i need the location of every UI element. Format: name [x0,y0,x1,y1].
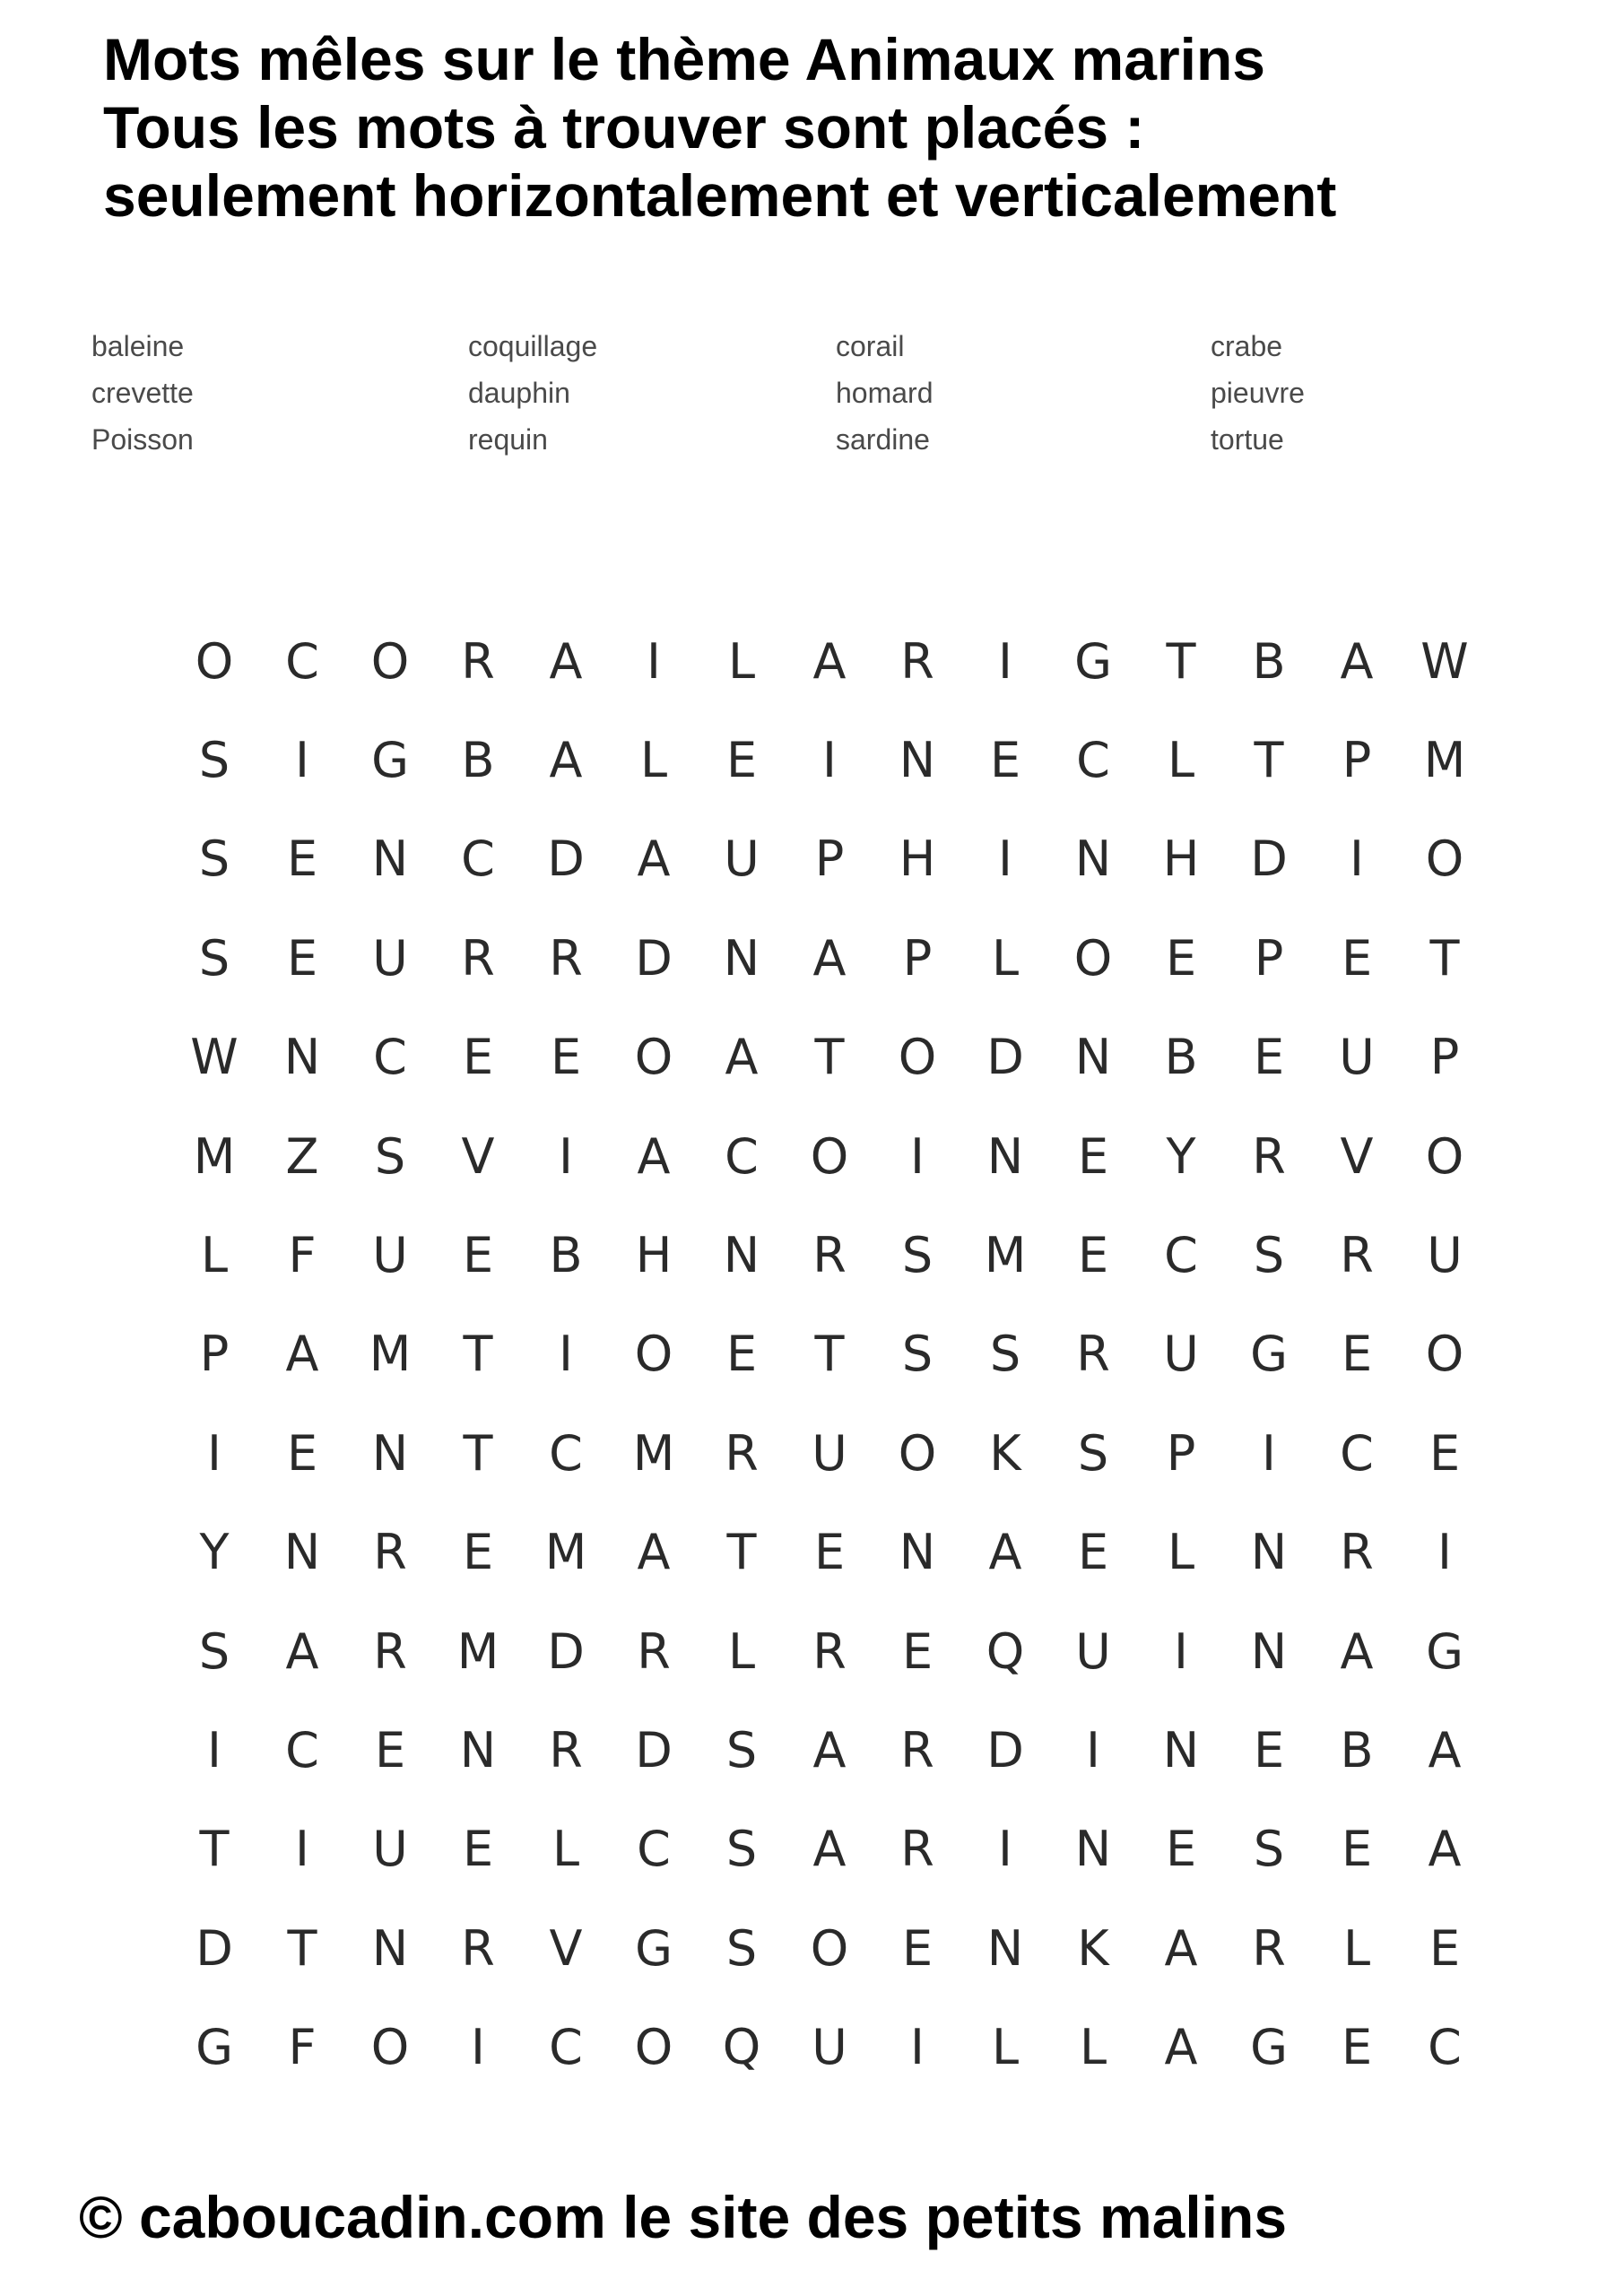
grid-letter[interactable]: L [991,2019,1020,2076]
grid-letter[interactable]: E [462,1029,494,1086]
grid-letter[interactable]: U [372,1821,408,1878]
grid-letter[interactable]: A [812,1721,847,1779]
grid-letter[interactable]: C [549,1424,583,1482]
grid-letter[interactable]: G [1426,1622,1463,1680]
grid-letter[interactable]: B [1164,1029,1198,1086]
grid-letter[interactable]: M [984,1227,1027,1284]
grid-letter[interactable]: E [813,1524,846,1581]
grid-letter[interactable]: I [1350,831,1364,888]
grid-letter[interactable]: V [549,1919,583,1977]
grid-letter[interactable]: O [1073,929,1113,987]
grid-letter[interactable]: P [1166,1424,1196,1482]
instructions-line-1: Tous les mots à trouver sont placés : [103,94,1145,161]
grid-letter[interactable]: E [462,1524,494,1581]
grid-letter[interactable]: M [544,1524,587,1581]
grid-letter[interactable]: M [632,1424,675,1482]
grid-letter[interactable]: R [1076,1326,1110,1383]
grid-letter[interactable]: H [899,831,936,888]
grid-letter[interactable]: C [285,1721,319,1779]
grid-letter[interactable]: D [195,1919,233,1977]
grid-letter[interactable]: N [1250,1524,1288,1581]
grid-letter[interactable]: S [374,1127,406,1185]
grid-letter[interactable]: C [373,1029,407,1086]
grid-letter[interactable]: P [1429,1029,1460,1086]
grid-letter[interactable]: C [1076,732,1110,789]
grid-letter[interactable]: O [810,1919,849,1977]
grid-letter[interactable]: R [373,1622,407,1680]
grid-letter[interactable]: S [198,1622,230,1680]
grid-letter[interactable]: I [998,632,1012,690]
grid-letter[interactable]: C [461,831,495,888]
grid-letter[interactable]: N [283,1524,321,1581]
grid-letter[interactable]: E [462,1821,494,1878]
grid-letter[interactable]: P [902,929,933,987]
grid-letter[interactable]: O [634,2019,673,2076]
grid-letter[interactable]: W [1420,632,1469,690]
grid-letter[interactable]: T [814,1326,845,1383]
grid-letter[interactable]: I [1262,1424,1276,1482]
grid-letter[interactable]: G [1074,632,1112,690]
grid-letter[interactable]: T [463,1424,493,1482]
grid-letter[interactable]: L [551,1821,580,1878]
grid-letter[interactable]: U [812,2019,847,2076]
grid-letter[interactable]: N [1074,1029,1112,1086]
grid-letter[interactable]: O [634,1326,673,1383]
word-item: baleine [91,330,185,362]
grid-letter[interactable]: U [724,831,760,888]
letter-grid [170,612,1489,2097]
word-list-column [91,323,194,463]
grid-letter[interactable]: O [370,2019,410,2076]
grid-letter[interactable]: R [549,1721,583,1779]
grid-letter[interactable]: D [1250,831,1288,888]
grid-letter[interactable]: K [989,1424,1021,1482]
grid-letter[interactable]: U [1427,1227,1463,1284]
grid-letter[interactable]: H [635,1227,673,1284]
grid-letter[interactable]: N [899,732,936,789]
grid-letter[interactable]: S [1077,1424,1109,1482]
grid-letter[interactable]: R [1252,1919,1286,1977]
grid-letter[interactable]: Z [285,1127,319,1185]
grid-letter[interactable]: N [723,1227,760,1284]
grid-letter[interactable]: A [812,632,847,690]
grid-letter[interactable]: O [1425,831,1464,888]
grid-letter[interactable]: O [898,1029,937,1086]
grid-letter[interactable]: B [1252,632,1286,690]
grid-letter[interactable]: R [725,1424,759,1482]
grid-letter[interactable]: T [1429,929,1460,987]
grid-letter[interactable]: S [725,1821,758,1878]
page-header [103,25,1574,230]
grid-letter[interactable]: E [550,1029,582,1086]
grid-letter[interactable]: R [461,632,495,690]
grid-letter[interactable]: I [1174,1622,1188,1680]
word-item: homard [836,377,934,409]
grid-letter[interactable]: N [371,831,409,888]
grid-letter[interactable]: I [559,1127,573,1185]
grid-letter[interactable]: R [900,1821,934,1878]
word-item: coquillage [468,330,598,362]
grid-letter[interactable]: I [207,1721,221,1779]
grid-letter[interactable]: O [370,632,410,690]
grid-letter[interactable]: S [198,929,230,987]
grid-letter[interactable]: I [295,1821,309,1878]
grid-letter[interactable]: C [637,1821,671,1878]
grid-letter[interactable]: A [1340,1622,1374,1680]
word-item: pieuvre [1211,377,1305,409]
grid-letter[interactable]: N [986,1127,1024,1185]
grid-letter[interactable]: P [814,831,845,888]
grid-letter[interactable]: E [286,929,318,987]
word-item: sardine [836,423,930,456]
grid-letter[interactable]: R [549,929,583,987]
grid-letter[interactable]: R [900,632,934,690]
grid-letter[interactable]: C [1164,1227,1198,1284]
grid-letter[interactable]: E [989,732,1021,789]
grid-letter[interactable]: S [725,1721,758,1779]
word-item: Poisson [91,423,194,456]
grid-letter[interactable]: E [286,831,318,888]
grid-letter[interactable]: B [461,732,495,789]
word-list [91,323,1437,475]
grid-letter[interactable]: A [1340,632,1374,690]
word-item: corail [836,330,905,362]
grid-letter[interactable]: E [725,732,758,789]
grid-letter[interactable]: F [288,2019,317,2076]
grid-letter[interactable]: N [371,1424,409,1482]
grid-letter[interactable]: E [901,1919,934,1977]
grid-letter[interactable]: Q [986,1622,1025,1680]
grid-letter[interactable]: U [1075,1622,1111,1680]
grid-letter[interactable]: G [1250,1326,1288,1383]
grid-letter[interactable]: M [193,1127,236,1185]
grid-letter[interactable]: A [285,1622,319,1680]
word-list-column [836,323,934,463]
grid-letter[interactable]: A [988,1524,1022,1581]
grid-letter[interactable]: M [456,1622,499,1680]
grid-letter[interactable]: R [812,1227,847,1284]
grid-letter[interactable]: E [1077,1127,1109,1185]
grid-letter[interactable]: S [901,1227,934,1284]
grid-letter[interactable]: L [727,632,756,690]
grid-letter[interactable]: A [812,929,847,987]
grid-letter[interactable]: I [998,831,1012,888]
grid-letter[interactable]: N [986,1919,1024,1977]
grid-letter[interactable]: G [371,732,409,789]
grid-letter[interactable]: E [462,1227,494,1284]
grid-letter[interactable]: W [190,1029,239,1086]
grid-letter[interactable]: A [812,1821,847,1878]
grid-letter[interactable]: I [295,732,309,789]
grid-letter[interactable]: O [1425,1127,1464,1185]
grid-letter[interactable]: A [637,1524,671,1581]
grid-letter[interactable]: U [1339,1029,1375,1086]
grid-letter[interactable]: N [1074,1821,1112,1878]
grid-letter[interactable]: H [1162,831,1200,888]
page-title: Mots mêles sur le thème Animaux marins [103,26,1265,92]
grid-letter[interactable]: E [1341,2019,1373,2076]
word-item: dauphin [468,377,570,409]
grid-letter[interactable]: O [195,632,234,690]
grid-letter[interactable]: I [910,1127,925,1185]
word-item: crevette [91,377,194,409]
grid-letter[interactable]: L [727,1622,756,1680]
grid-letter[interactable]: S [1253,1227,1285,1284]
grid-letter[interactable]: E [1165,929,1197,987]
grid-letter[interactable]: D [635,1721,673,1779]
grid-letter[interactable]: E [286,1424,318,1482]
grid-letter[interactable]: G [635,1919,673,1977]
grid-letter[interactable]: T [287,1919,317,1977]
grid-letter[interactable]: E [374,1721,406,1779]
grid-letter[interactable]: U [1163,1326,1199,1383]
grid-letter[interactable]: U [372,929,408,987]
grid-letter[interactable]: C [1428,2019,1462,2076]
grid-letter[interactable]: O [634,1029,673,1086]
grid-letter[interactable]: A [1164,1919,1198,1977]
grid-letter[interactable]: E [1341,1326,1373,1383]
grid-letter[interactable]: I [1086,1721,1100,1779]
grid-letter[interactable]: I [471,2019,485,2076]
grid-letter[interactable]: P [1342,732,1372,789]
grid-letter[interactable]: O [810,1127,849,1185]
grid-letter[interactable]: S [989,1326,1021,1383]
grid-letter[interactable]: A [725,1029,759,1086]
grid-letter[interactable]: N [1250,1622,1288,1680]
grid-letter[interactable]: R [1252,1127,1286,1185]
word-item: tortue [1211,423,1284,456]
grid-letter[interactable]: T [199,1821,230,1878]
grid-letter[interactable]: R [900,1721,934,1779]
grid-letter[interactable]: N [371,1919,409,1977]
grid-letter[interactable]: I [910,2019,925,2076]
grid-letter[interactable]: L [1167,1524,1195,1581]
grid-letter[interactable]: G [1250,2019,1288,2076]
grid-letter[interactable]: U [372,1227,408,1284]
grid-letter[interactable]: E [1253,1721,1285,1779]
grid-letter[interactable]: A [1428,1721,1462,1779]
grid-letter[interactable]: L [1079,2019,1107,2076]
grid-letter[interactable]: P [199,1326,230,1383]
grid-letter[interactable]: E [1077,1227,1109,1284]
grid-letter[interactable]: M [1423,732,1466,789]
grid-letter[interactable]: L [1167,732,1195,789]
word-item: requin [468,423,548,456]
grid-letter[interactable]: C [725,1127,759,1185]
grid-letter[interactable]: S [901,1326,934,1383]
grid-letter[interactable]: S [198,732,230,789]
grid-letter[interactable]: P [1254,929,1284,987]
grid-letter[interactable]: K [1077,1919,1109,1977]
grid-letter[interactable]: F [288,1227,317,1284]
grid-letter[interactable]: C [1340,1424,1374,1482]
grid-letter[interactable]: I [559,1326,573,1383]
grid-letter[interactable]: E [725,1326,758,1383]
grid-letter[interactable]: T [726,1524,757,1581]
grid-letter[interactable]: L [200,1227,229,1284]
grid-letter[interactable]: Y [199,1524,230,1581]
grid-letter[interactable]: D [986,1029,1024,1086]
grid-letter[interactable]: N [1074,831,1112,888]
grid-letter[interactable]: A [549,632,583,690]
grid-letter[interactable]: N [1162,1721,1200,1779]
grid-letter[interactable]: G [195,2019,233,2076]
grid-letter[interactable]: E [901,1622,934,1680]
word-list-column [1211,323,1305,463]
grid-letter[interactable]: I [998,1821,1012,1878]
grid-letter[interactable]: D [986,1721,1024,1779]
grid-letter[interactable]: I [207,1424,221,1482]
grid-letter[interactable]: R [461,1919,495,1977]
grid-letter[interactable]: L [1342,1919,1371,1977]
grid-letter[interactable]: D [547,1622,585,1680]
grid-letter[interactable]: B [549,1227,583,1284]
grid-letter[interactable]: E [1429,1424,1461,1482]
grid-letter[interactable]: A [637,831,671,888]
grid-letter[interactable]: T [1166,632,1196,690]
grid-letter[interactable]: S [198,831,230,888]
grid-letter[interactable]: E [1429,1919,1461,1977]
grid-letter[interactable]: E [1165,1821,1197,1878]
copyright-footer: © caboucadin.com le site des petits malins [79,2184,1288,2250]
grid-letter[interactable]: T [814,1029,845,1086]
grid-letter[interactable]: A [1428,1821,1462,1878]
grid-letter[interactable]: E [1341,929,1373,987]
grid-letter[interactable]: Y [1166,1127,1196,1185]
grid-letter[interactable]: T [463,1326,493,1383]
grid-letter[interactable]: U [812,1424,847,1482]
grid-letter[interactable]: E [1077,1524,1109,1581]
grid-letter[interactable]: A [285,1326,319,1383]
grid-letter[interactable]: C [549,2019,583,2076]
grid-letter[interactable]: I [647,632,661,690]
grid-letter[interactable]: A [549,732,583,789]
grid-letter[interactable]: R [1340,1524,1374,1581]
grid-letter[interactable]: D [547,831,585,888]
grid-letter[interactable]: S [1253,1821,1285,1878]
grid-letter[interactable]: M [369,1326,412,1383]
grid-letter[interactable]: O [898,1424,937,1482]
grid-letter[interactable]: O [1425,1326,1464,1383]
grid-letter[interactable]: R [812,1622,847,1680]
grid-letter[interactable]: S [725,1919,758,1977]
grid-letter[interactable]: N [459,1721,497,1779]
word-item: crabe [1211,330,1283,362]
grid-letter[interactable]: R [637,1622,671,1680]
word-list-column [468,323,597,463]
grid-letter[interactable]: E [1253,1029,1285,1086]
grid-letter[interactable]: N [283,1029,321,1086]
grid-letter[interactable]: A [637,1127,671,1185]
grid-letter[interactable]: E [1341,1821,1373,1878]
grid-letter[interactable]: R [373,1524,407,1581]
grid-letter[interactable]: R [461,929,495,987]
grid-letter[interactable]: N [723,929,760,987]
grid-letter[interactable]: A [1164,2019,1198,2076]
grid-letter[interactable]: V [461,1127,495,1185]
grid-letter[interactable]: R [1340,1227,1374,1284]
grid-letter[interactable]: D [635,929,673,987]
grid-letter[interactable]: I [822,732,837,789]
grid-letter[interactable]: V [1340,1127,1374,1185]
instructions-line-2: seulement horizontalement et verticalement [103,162,1337,229]
grid-letter[interactable]: B [1340,1721,1374,1779]
grid-letter[interactable]: L [639,732,668,789]
grid-letter[interactable]: I [1437,1524,1452,1581]
grid-letter[interactable]: L [991,929,1020,987]
grid-letter[interactable]: C [285,632,319,690]
grid-letter[interactable]: N [899,1524,936,1581]
grid-letter[interactable]: T [1254,732,1284,789]
grid-letter[interactable]: Q [722,2019,761,2076]
